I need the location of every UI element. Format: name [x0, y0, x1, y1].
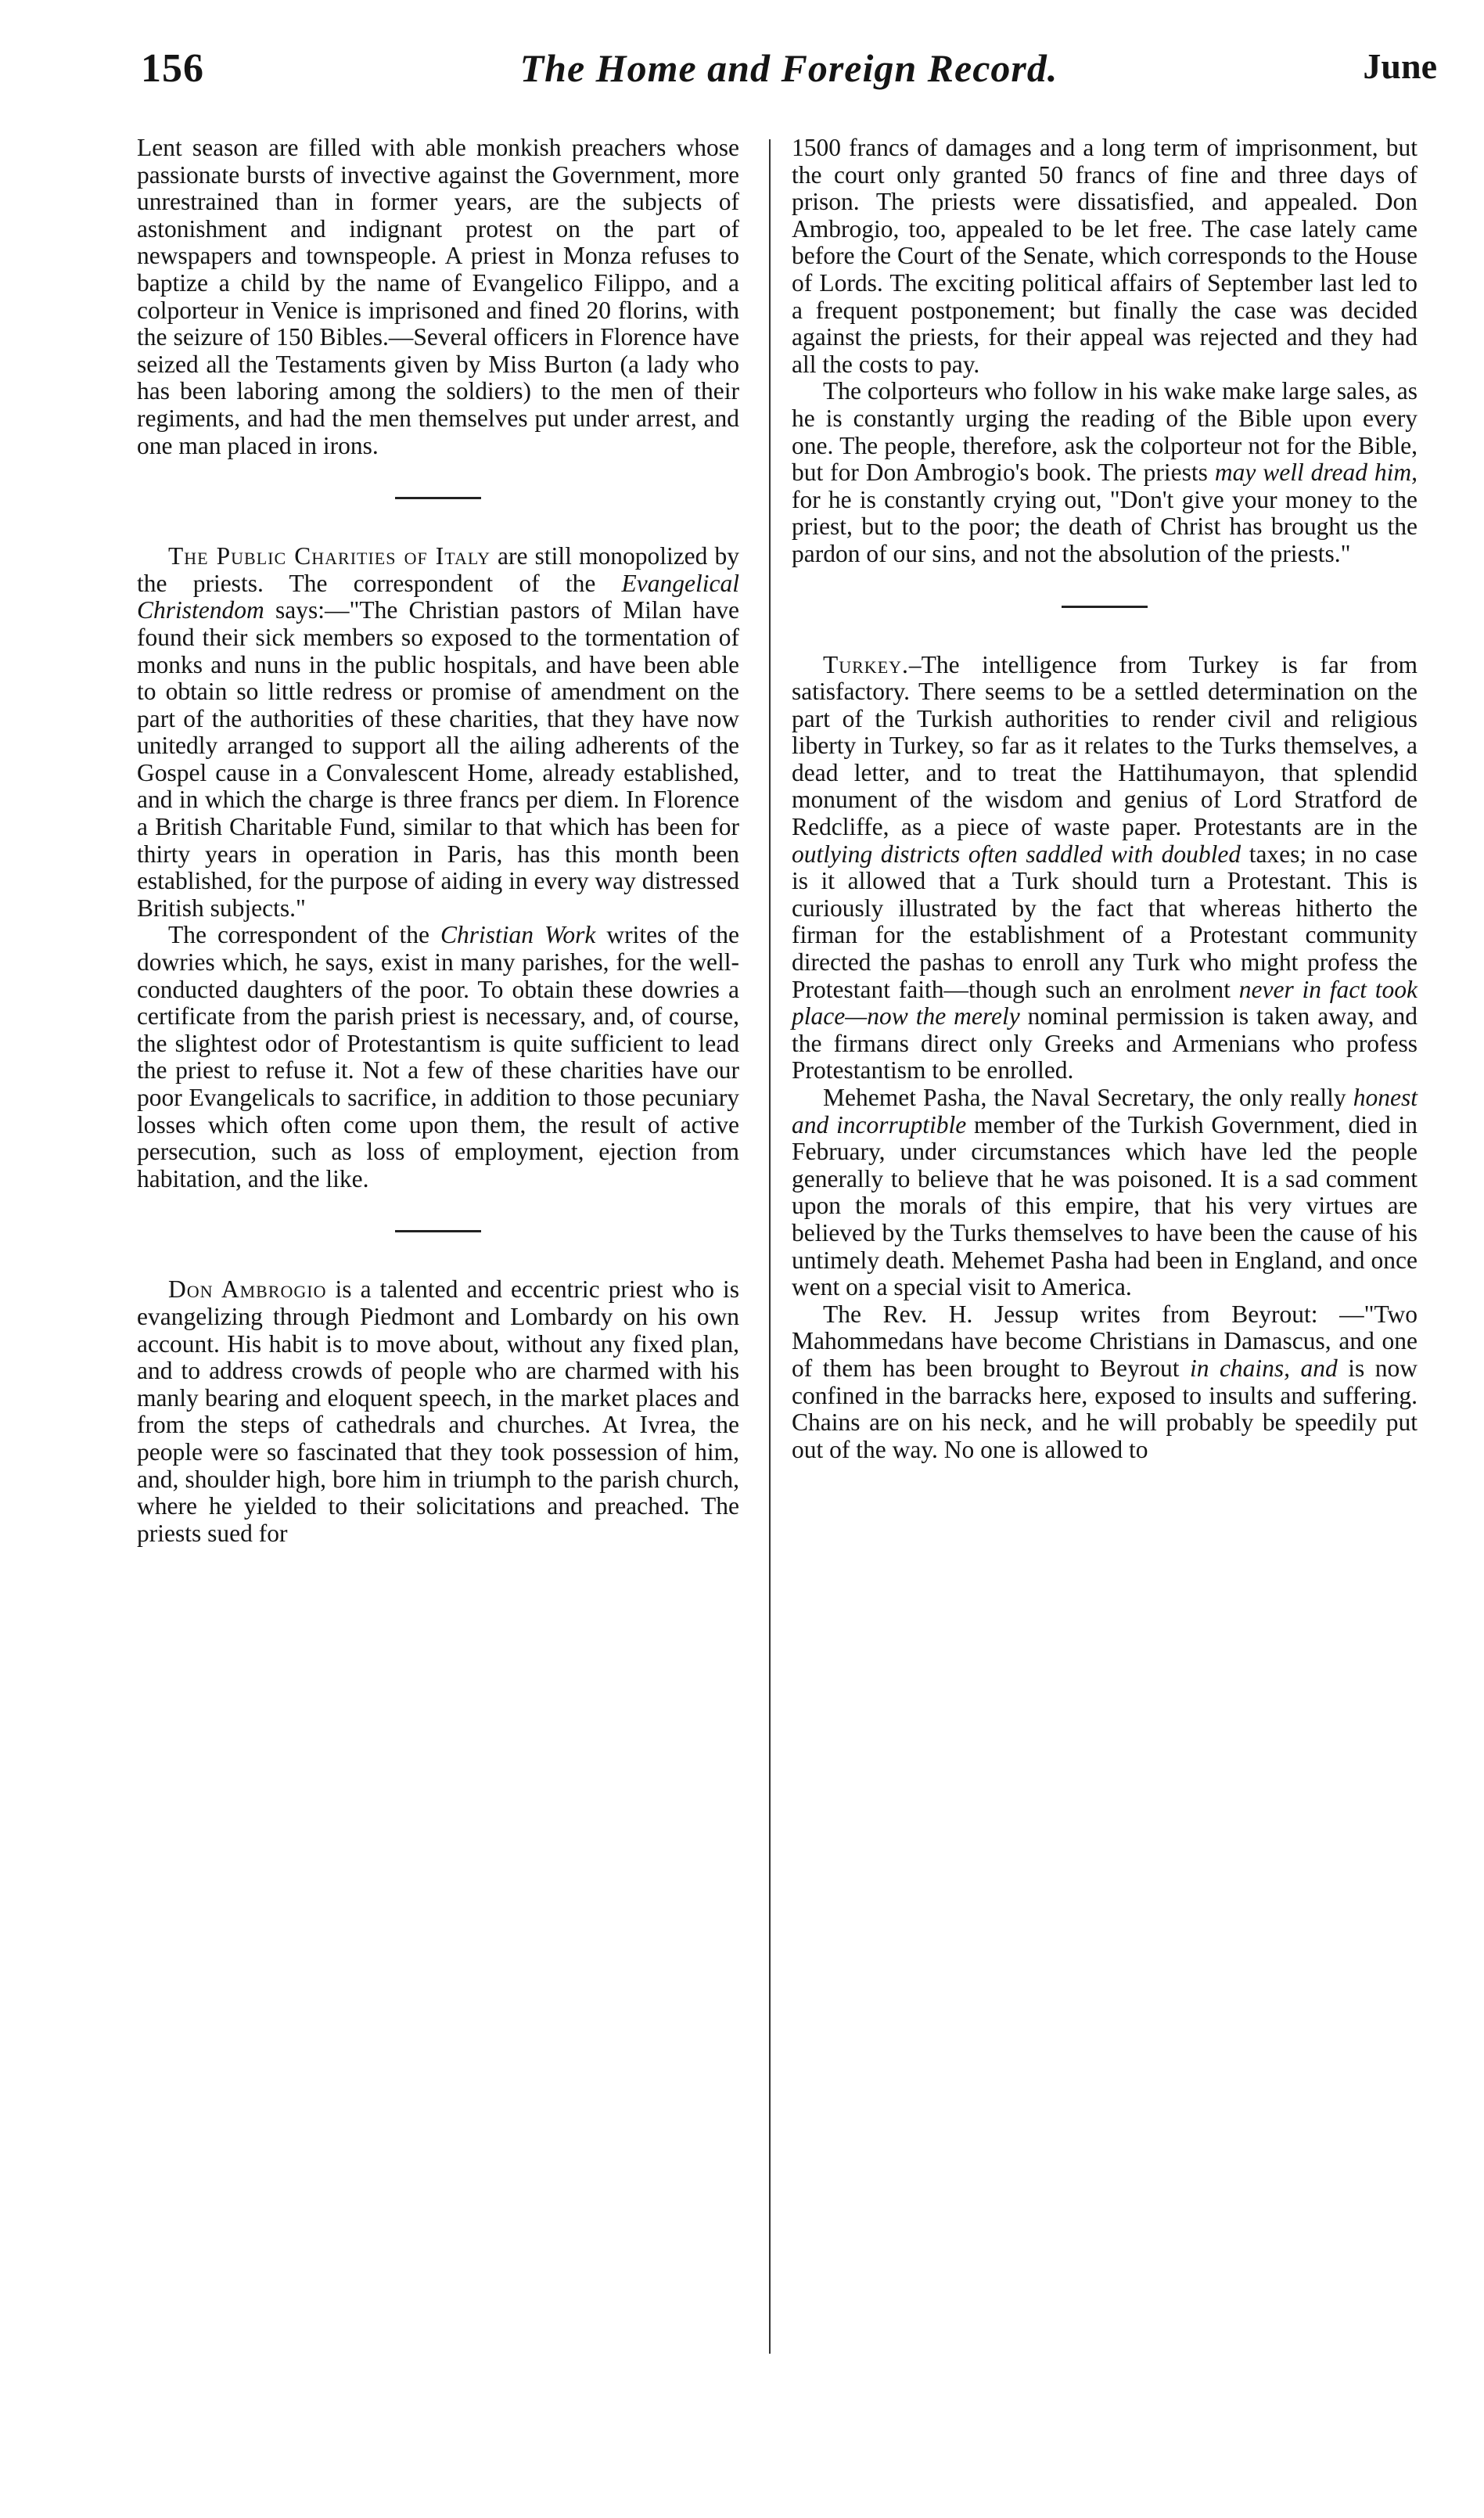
- page-number: 156: [141, 46, 204, 91]
- paragraph-turkey: [792, 652, 1418, 1085]
- paragraph-mehemet-pasha: [792, 1085, 1418, 1301]
- section-heading-public-charities: The Public Charities of Italy: [168, 542, 490, 570]
- running-header: [141, 45, 1437, 108]
- text-run: taxes; in no case is it allowed that a Turk should turn a Protestant. This is curiously illustrated by the fact that whereas hitherto the firman for the establishment of a Protestant community directed the pashas to enroll any Turk who might profess the Protestant faith—though such an enrolment: [792, 840, 1418, 1003]
- text-run: for he is constantly crying out, "Don't give your money to the priest, but to the poor; the death of Christ has brought us the pardon of our sins, and not the absolution of the priests.": [792, 485, 1418, 567]
- emphasis: may well dread him,: [1214, 459, 1418, 487]
- text-run: The Rev. H. Jessup writes from Beyrout: —"Two Mahommedans have become Christians in Damascus, and one of them has been brought to Beyrout: [792, 1300, 1418, 1382]
- text-run: member of the Turkish Government, died in February, under circumstances which have led the people generally to believe that he was poisoned. It is a sad comment upon the morals of this empire, that his very virtues are believed by the Turks themselves to have been the cause of his untimely death. Mehemet Pasha had been in England, and once went on a special visit to America.: [792, 1110, 1418, 1301]
- text-run: Mehemet Pasha, the Naval Secretary, the only really: [823, 1084, 1353, 1111]
- section-separator: [395, 497, 481, 499]
- paragraph-public-charities: [137, 543, 739, 922]
- text-run: says:—"The Christian pastors of Milan have found their sick members so exposed to the tormentation of monks and nuns in the public hospitals, and have been able to obtain so little redress or promise of amendment on the part of the authorities of these charities, that they have now unitedly arranged to support all the ailing adherents of the Gospel cause in a Convalescent Home, already established, and in which the charge is three francs per diem. In Florence a British Charitable Fund, similar to that which has been for thirty years in operation in Paris, has this month been established, for the purpose of aiding in every way distressed British subjects.": [137, 596, 739, 922]
- section-separator: [395, 1230, 481, 1232]
- issue-month: June: [1363, 46, 1437, 86]
- right-column: [792, 135, 1418, 1463]
- paragraph-jessup: [792, 1301, 1418, 1464]
- text-run: are still monopolized by the priests. The correspondent of the: [137, 542, 739, 597]
- publication-name: Evangelical Christendom: [137, 569, 739, 624]
- left-column: [137, 135, 739, 1547]
- emphasis: outlying districts often saddled with doubled: [792, 840, 1241, 868]
- emphasis: honest and incorruptible: [792, 1084, 1418, 1138]
- text-run: is a talented and eccentric priest who is evangelizing through Piedmont and Lombardy on his own account. His habit is to move about, without any fixed plan, and to address crowds of people who are charmed with his manly bearing and eloquent speech, in the market places and from the steps of cathedrals and churches. At Ivrea, the people were so fascinated that they took possession of him, and, shoulder high, bore him in triumph to the parish church, where he yielded to their solicitations and preached. The priests sued for: [137, 1275, 740, 1547]
- column-divider: [769, 139, 771, 2354]
- section-separator: [1062, 606, 1148, 608]
- text-run: nominal permission is taken away, and the firmans direct only Greeks and Armenians who profess Protestantism to be enrolled.: [792, 1002, 1418, 1085]
- journal-title: The Home and Foreign Record.: [519, 46, 1058, 90]
- paragraph-ambrogio-continued: 1500 francs of damages and a long term of imprisonment, but the court only granted 50 francs of fine and three days of prison. The priests were dissatisfied, and appealed. Don Ambrogio, too, appealed to be let free. The case lately came before the Court of the Senate, which corresponds to the House of Lords. The exciting political affairs of September last led to a frequent postponement; but finally the case was decided against the priests, for their appeal was rejected and they had all the costs to pay.: [792, 134, 1418, 378]
- text-run: The correspondent of the: [168, 921, 441, 949]
- text-run: –The intelligence from Turkey is far from satisfactory. There seems to be a settled determination on the part of the Turkish authorities to render civil and religious liberty in Turkey, so far as it relates to the Turks themselves, a dead letter, and to treat the Hattihumayon, that splendid monument of the wisdom and genius of Lord Stratford de Redcliffe, as a piece of waste paper. Protestants are in the: [792, 650, 1418, 841]
- emphasis: never in fact took place—now the merely: [792, 975, 1418, 1031]
- section-heading-turkey: Turkey.: [823, 650, 909, 678]
- text-run: is now confined in the barracks here, exposed to insults and suffering. Chains are on his neck, and he will probably be speedily put out of the way. No one is allowed to: [792, 1354, 1418, 1463]
- text-run: The colporteurs who follow in his wake make large sales, as he is constantly urging the reading of the Bible upon every one. The people, therefore, ask the colporteur not for the Bible, but for Don Ambrogio's book. The priests: [792, 377, 1418, 487]
- section-heading-don-ambrogio: Don Ambrogio: [168, 1275, 327, 1304]
- paragraph-colporteurs: [792, 378, 1418, 567]
- paragraph-lent-season: Lent season are filled with able monkish preachers whose passionate bursts of invective against the Government, more unrestrained than in former years, are the subjects of astonishment and indignant protest on the part of newspapers and townspeople. A priest in Monza refuses to baptize a child by the name of Evangelico Filippo, and a colporteur in Venice is imprisoned and fined 20 florins, with the seizure of 150 Bibles.—Several officers in Florence have seized all the Testaments given by Miss Burton (a lady who has been laboring among the soldiers) to the men of their regiments, and had the men themselves put under arrest, and one man placed in irons.: [137, 134, 739, 459]
- paragraph-dowries: [137, 922, 739, 1192]
- text-run: writes of the dowries which, he says, exist in many parishes, for the well-conducted daughters of the poor. To obtain these dowries a certificate from the parish priest is necessary, and, of course, the slightest odor of Protestantism is quite sufficient to lead the priest to refuse it. Not a few of these charities have our poor Evangelicals to sacrifice, in addition to those pecuniary losses which often come upon them, the result of active persecution, such as loss of employment, ejection from habitation, and the like.: [137, 921, 739, 1192]
- publication-name: Christian Work: [440, 921, 596, 949]
- paragraph-don-ambrogio: [137, 1276, 739, 1547]
- emphasis: in chains, and: [1189, 1354, 1338, 1382]
